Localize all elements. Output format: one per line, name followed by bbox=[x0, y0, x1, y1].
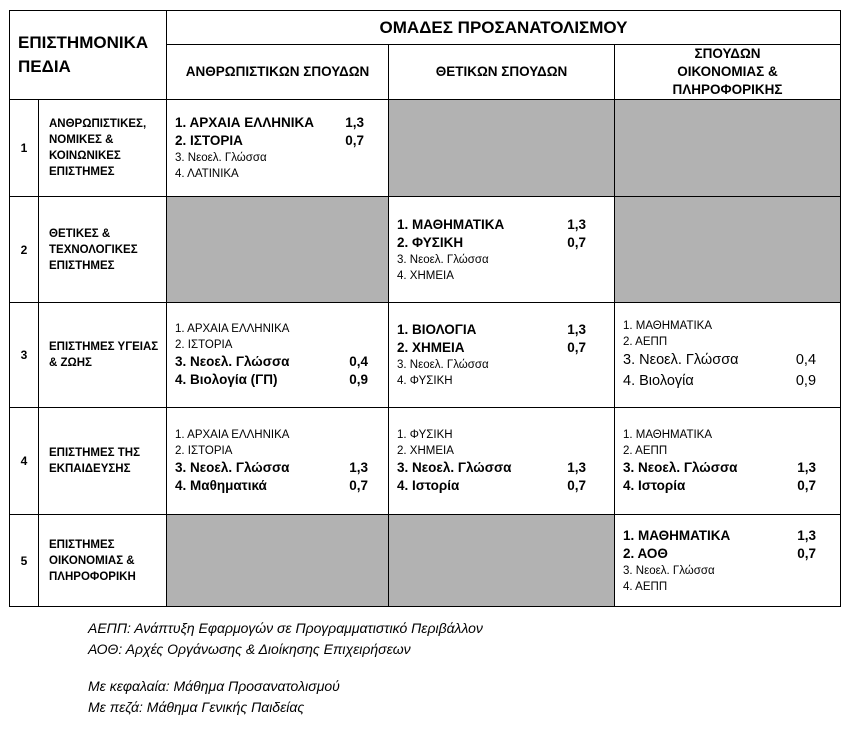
subject-line bbox=[397, 357, 586, 373]
subject-name: 3. Νεοελ. Γλώσσα bbox=[397, 460, 512, 475]
subject-weight: 1,3 bbox=[797, 527, 817, 543]
subject-weight: 0,7 bbox=[345, 133, 365, 148]
note-aoth: ΑΟΘ: Αρχές Οργάνωσης & Διοίκησης Επιχειρήσεων bbox=[88, 641, 411, 657]
subject-weight: 0,4 bbox=[349, 354, 369, 369]
subject-name: 1. ΜΑΘΗΜΑΤΙΚΑ bbox=[623, 527, 731, 543]
subject-line bbox=[397, 216, 586, 234]
footnotes bbox=[88, 618, 483, 718]
subject-line bbox=[175, 166, 364, 182]
subject-weight: 1,3 bbox=[567, 216, 587, 232]
field-number: 4 bbox=[10, 408, 39, 515]
subject-weight: 1,3 bbox=[567, 322, 587, 337]
subject-name: 4. Ιστορία bbox=[623, 478, 686, 493]
subjects-cell bbox=[615, 408, 841, 515]
subject-line bbox=[175, 371, 368, 389]
subject-line bbox=[623, 334, 816, 350]
subject-line bbox=[397, 321, 586, 339]
subject-line bbox=[175, 477, 368, 495]
subject-name: 4. Βιολογία (ΓΠ) bbox=[175, 372, 278, 387]
subject-weight: 1,3 bbox=[345, 115, 365, 130]
subjects-cell bbox=[167, 408, 389, 515]
subject-name: 2. ΙΣΤΟΡΙΑ bbox=[175, 339, 233, 351]
subject-line bbox=[397, 373, 586, 389]
subject-line bbox=[623, 579, 816, 595]
subject-name: 3. Νεοελ. Γλώσσα bbox=[397, 253, 489, 266]
subject-weight: 0,7 bbox=[797, 478, 817, 493]
field-number: 2 bbox=[10, 197, 39, 303]
column-header-humanities: ΑΝΘΡΩΠΙΣΤΙΚΩΝ ΣΠΟΥΔΩΝ bbox=[167, 45, 389, 100]
subject-line bbox=[623, 545, 816, 563]
field-name: ΕΠΙΣΤΗΜΕΣ ΤΗΣ ΕΚΠΑΙΔΕΥΣΗΣ bbox=[39, 408, 167, 515]
subject-line bbox=[397, 477, 586, 495]
table-row bbox=[10, 100, 841, 197]
subject-line bbox=[397, 443, 586, 459]
note-capitals: Με κεφαλαία: Μάθημα Προσανατολισμού bbox=[88, 678, 340, 694]
subject-name: 4. ΦΥΣΙΚΗ bbox=[397, 375, 453, 387]
subject-line bbox=[175, 353, 368, 371]
table-row bbox=[10, 515, 841, 607]
subject-line bbox=[175, 114, 364, 132]
empty-cell bbox=[167, 515, 389, 607]
subject-weight: 0,7 bbox=[567, 478, 587, 493]
subjects-cell bbox=[389, 303, 615, 408]
subject-name: 3. Νεοελ. Γλώσσα bbox=[397, 359, 489, 371]
empty-cell bbox=[615, 100, 841, 197]
subject-line bbox=[175, 132, 364, 150]
subject-weight: 1,3 bbox=[567, 460, 587, 475]
subject-line bbox=[175, 321, 368, 337]
subjects-cell bbox=[167, 303, 389, 408]
subject-name: 2. ΙΣΤΟΡΙΑ bbox=[175, 133, 243, 148]
subject-weight: 1,3 bbox=[349, 460, 369, 475]
subject-line bbox=[397, 339, 586, 357]
subject-weight: 0,7 bbox=[349, 478, 369, 493]
subject-weight: 0,9 bbox=[795, 373, 817, 389]
subject-name: 3. Νεοελ. Γλώσσα bbox=[175, 152, 267, 164]
subject-name: 2. ΙΣΤΟΡΙΑ bbox=[175, 445, 233, 457]
subjects-cell bbox=[615, 303, 841, 408]
subject-name: 1. ΜΑΘΗΜΑΤΙΚΑ bbox=[623, 429, 713, 441]
subject-line bbox=[623, 477, 816, 495]
subject-line bbox=[623, 318, 816, 334]
field-name: ΕΠΙΣΤΗΜΕΣ ΥΓΕΙΑΣ & ΖΩΗΣ bbox=[39, 303, 167, 408]
subject-name: 2. ΦΥΣΙΚΗ bbox=[397, 234, 464, 250]
subject-name: 1. ΑΡΧΑΙΑ ΕΛΛΗΝΙΚΑ bbox=[175, 429, 290, 441]
field-number: 1 bbox=[10, 100, 39, 197]
subject-name: 3. Νεοελ. Γλώσσα bbox=[623, 460, 738, 475]
subject-weight: 0,7 bbox=[567, 234, 587, 250]
subject-weight: 0,4 bbox=[795, 352, 817, 368]
empty-cell bbox=[167, 197, 389, 303]
subject-name: 4. ΑΕΠΠ bbox=[623, 580, 668, 593]
empty-cell bbox=[615, 197, 841, 303]
subject-name: 1. ΒΙΟΛΟΓΙΑ bbox=[397, 322, 477, 337]
table-row bbox=[10, 408, 841, 515]
subject-weight: 0,9 bbox=[349, 372, 369, 387]
subject-name: 1. ΜΑΘΗΜΑΤΙΚΑ bbox=[397, 216, 505, 232]
table-row bbox=[10, 303, 841, 408]
subject-line bbox=[397, 252, 586, 268]
subjects-cell bbox=[389, 408, 615, 515]
orientation-groups-table bbox=[9, 10, 841, 607]
subject-name: 2. ΧΗΜΕΙΑ bbox=[397, 340, 465, 355]
subject-name: 1. ΑΡΧΑΙΑ ΕΛΛΗΝΙΚΑ bbox=[175, 115, 315, 130]
table-body bbox=[10, 100, 841, 607]
subject-name: 2. ΑΕΠΠ bbox=[623, 336, 668, 348]
subjects-cell bbox=[615, 515, 841, 607]
scientific-fields-header: ΕΠΙΣΤΗΜΟΝΙΚΑ ΠΕΔΙΑ bbox=[10, 11, 167, 100]
subject-name: 4. Ιστορία bbox=[397, 478, 460, 493]
subject-line bbox=[623, 350, 816, 371]
field-name: ΘΕΤΙΚΕΣ & ΤΕΧΝΟΛΟΓΙΚΕΣ ΕΠΙΣΤΗΜΕΣ bbox=[39, 197, 167, 303]
subject-name: 2. ΑΕΠΠ bbox=[623, 445, 668, 457]
subject-line bbox=[623, 527, 816, 545]
subject-name: 1. ΑΡΧΑΙΑ ΕΛΛΗΝΙΚΑ bbox=[175, 323, 290, 335]
column-header-sciences: ΘΕΤΙΚΩΝ ΣΠΟΥΔΩΝ bbox=[389, 45, 615, 100]
subjects-cell bbox=[167, 100, 389, 197]
subject-line bbox=[623, 459, 816, 477]
subject-line bbox=[623, 443, 816, 459]
field-number: 5 bbox=[10, 515, 39, 607]
subject-line bbox=[175, 459, 368, 477]
subject-line bbox=[175, 427, 368, 443]
field-name: ΑΝΘΡΩΠΙΣΤΙΚΕΣ, ΝΟΜΙΚΕΣ & ΚΟΙΝΩΝΙΚΕΣ ΕΠΙΣΤΗΜΕΣ bbox=[39, 100, 167, 197]
subjects-cell bbox=[389, 197, 615, 303]
subject-line bbox=[623, 427, 816, 443]
subject-name: 4. Μαθηματικά bbox=[175, 478, 267, 493]
subject-name: 2. ΑΟΘ bbox=[623, 545, 668, 561]
subject-weight: 0,7 bbox=[797, 545, 817, 561]
column-header-economics-informatics: ΣΠΟΥΔΩΝ ΟΙΚΟΝΟΜΙΑΣ & ΠΛΗΡΟΦΟΡΙΚΗΣ bbox=[615, 45, 841, 100]
field-name: ΕΠΙΣΤΗΜΕΣ ΟΙΚΟΝΟΜΙΑΣ & ΠΛΗΡΟΦΟΡΙΚΗ bbox=[39, 515, 167, 607]
subject-name: 4. ΛΑΤΙΝΙΚΑ bbox=[175, 168, 239, 180]
subject-line bbox=[175, 150, 364, 166]
note-aepp: ΑΕΠΠ: Ανάπτυξη Εφαρμογών σε Προγραμματιστικό Περιβάλλον bbox=[88, 620, 483, 636]
subject-name: 1. ΦΥΣΙΚΗ bbox=[397, 429, 453, 441]
subject-name: 1. ΜΑΘΗΜΑΤΙΚΑ bbox=[623, 320, 713, 332]
subject-line bbox=[397, 427, 586, 443]
subject-name: 3. Νεοελ. Γλώσσα bbox=[623, 564, 715, 577]
note-lowercase: Με πεζά: Μάθημα Γενικής Παιδείας bbox=[88, 699, 305, 715]
subject-name: 3. Νεοελ. Γλώσσα bbox=[623, 352, 739, 368]
subject-line bbox=[623, 371, 816, 392]
subject-weight: 0,7 bbox=[567, 340, 587, 355]
subject-line bbox=[397, 459, 586, 477]
subject-line bbox=[175, 337, 368, 353]
table-row bbox=[10, 197, 841, 303]
subject-line bbox=[397, 268, 586, 284]
field-number: 3 bbox=[10, 303, 39, 408]
subject-name: 4. ΧΗΜΕΙΑ bbox=[397, 269, 454, 282]
subject-name: 3. Νεοελ. Γλώσσα bbox=[175, 354, 290, 369]
empty-cell bbox=[389, 100, 615, 197]
orientation-groups-header: ΟΜΑΔΕΣ ΠΡΟΣΑΝΑΤΟΛΙΣΜΟΥ bbox=[167, 11, 841, 45]
subject-line bbox=[175, 443, 368, 459]
subject-line bbox=[623, 563, 816, 579]
subject-name: 2. ΧΗΜΕΙΑ bbox=[397, 445, 454, 457]
subject-weight: 1,3 bbox=[797, 460, 817, 475]
subject-line bbox=[397, 234, 586, 252]
empty-cell bbox=[389, 515, 615, 607]
subject-name: 4. Βιολογία bbox=[623, 373, 694, 389]
subject-name: 3. Νεοελ. Γλώσσα bbox=[175, 460, 290, 475]
